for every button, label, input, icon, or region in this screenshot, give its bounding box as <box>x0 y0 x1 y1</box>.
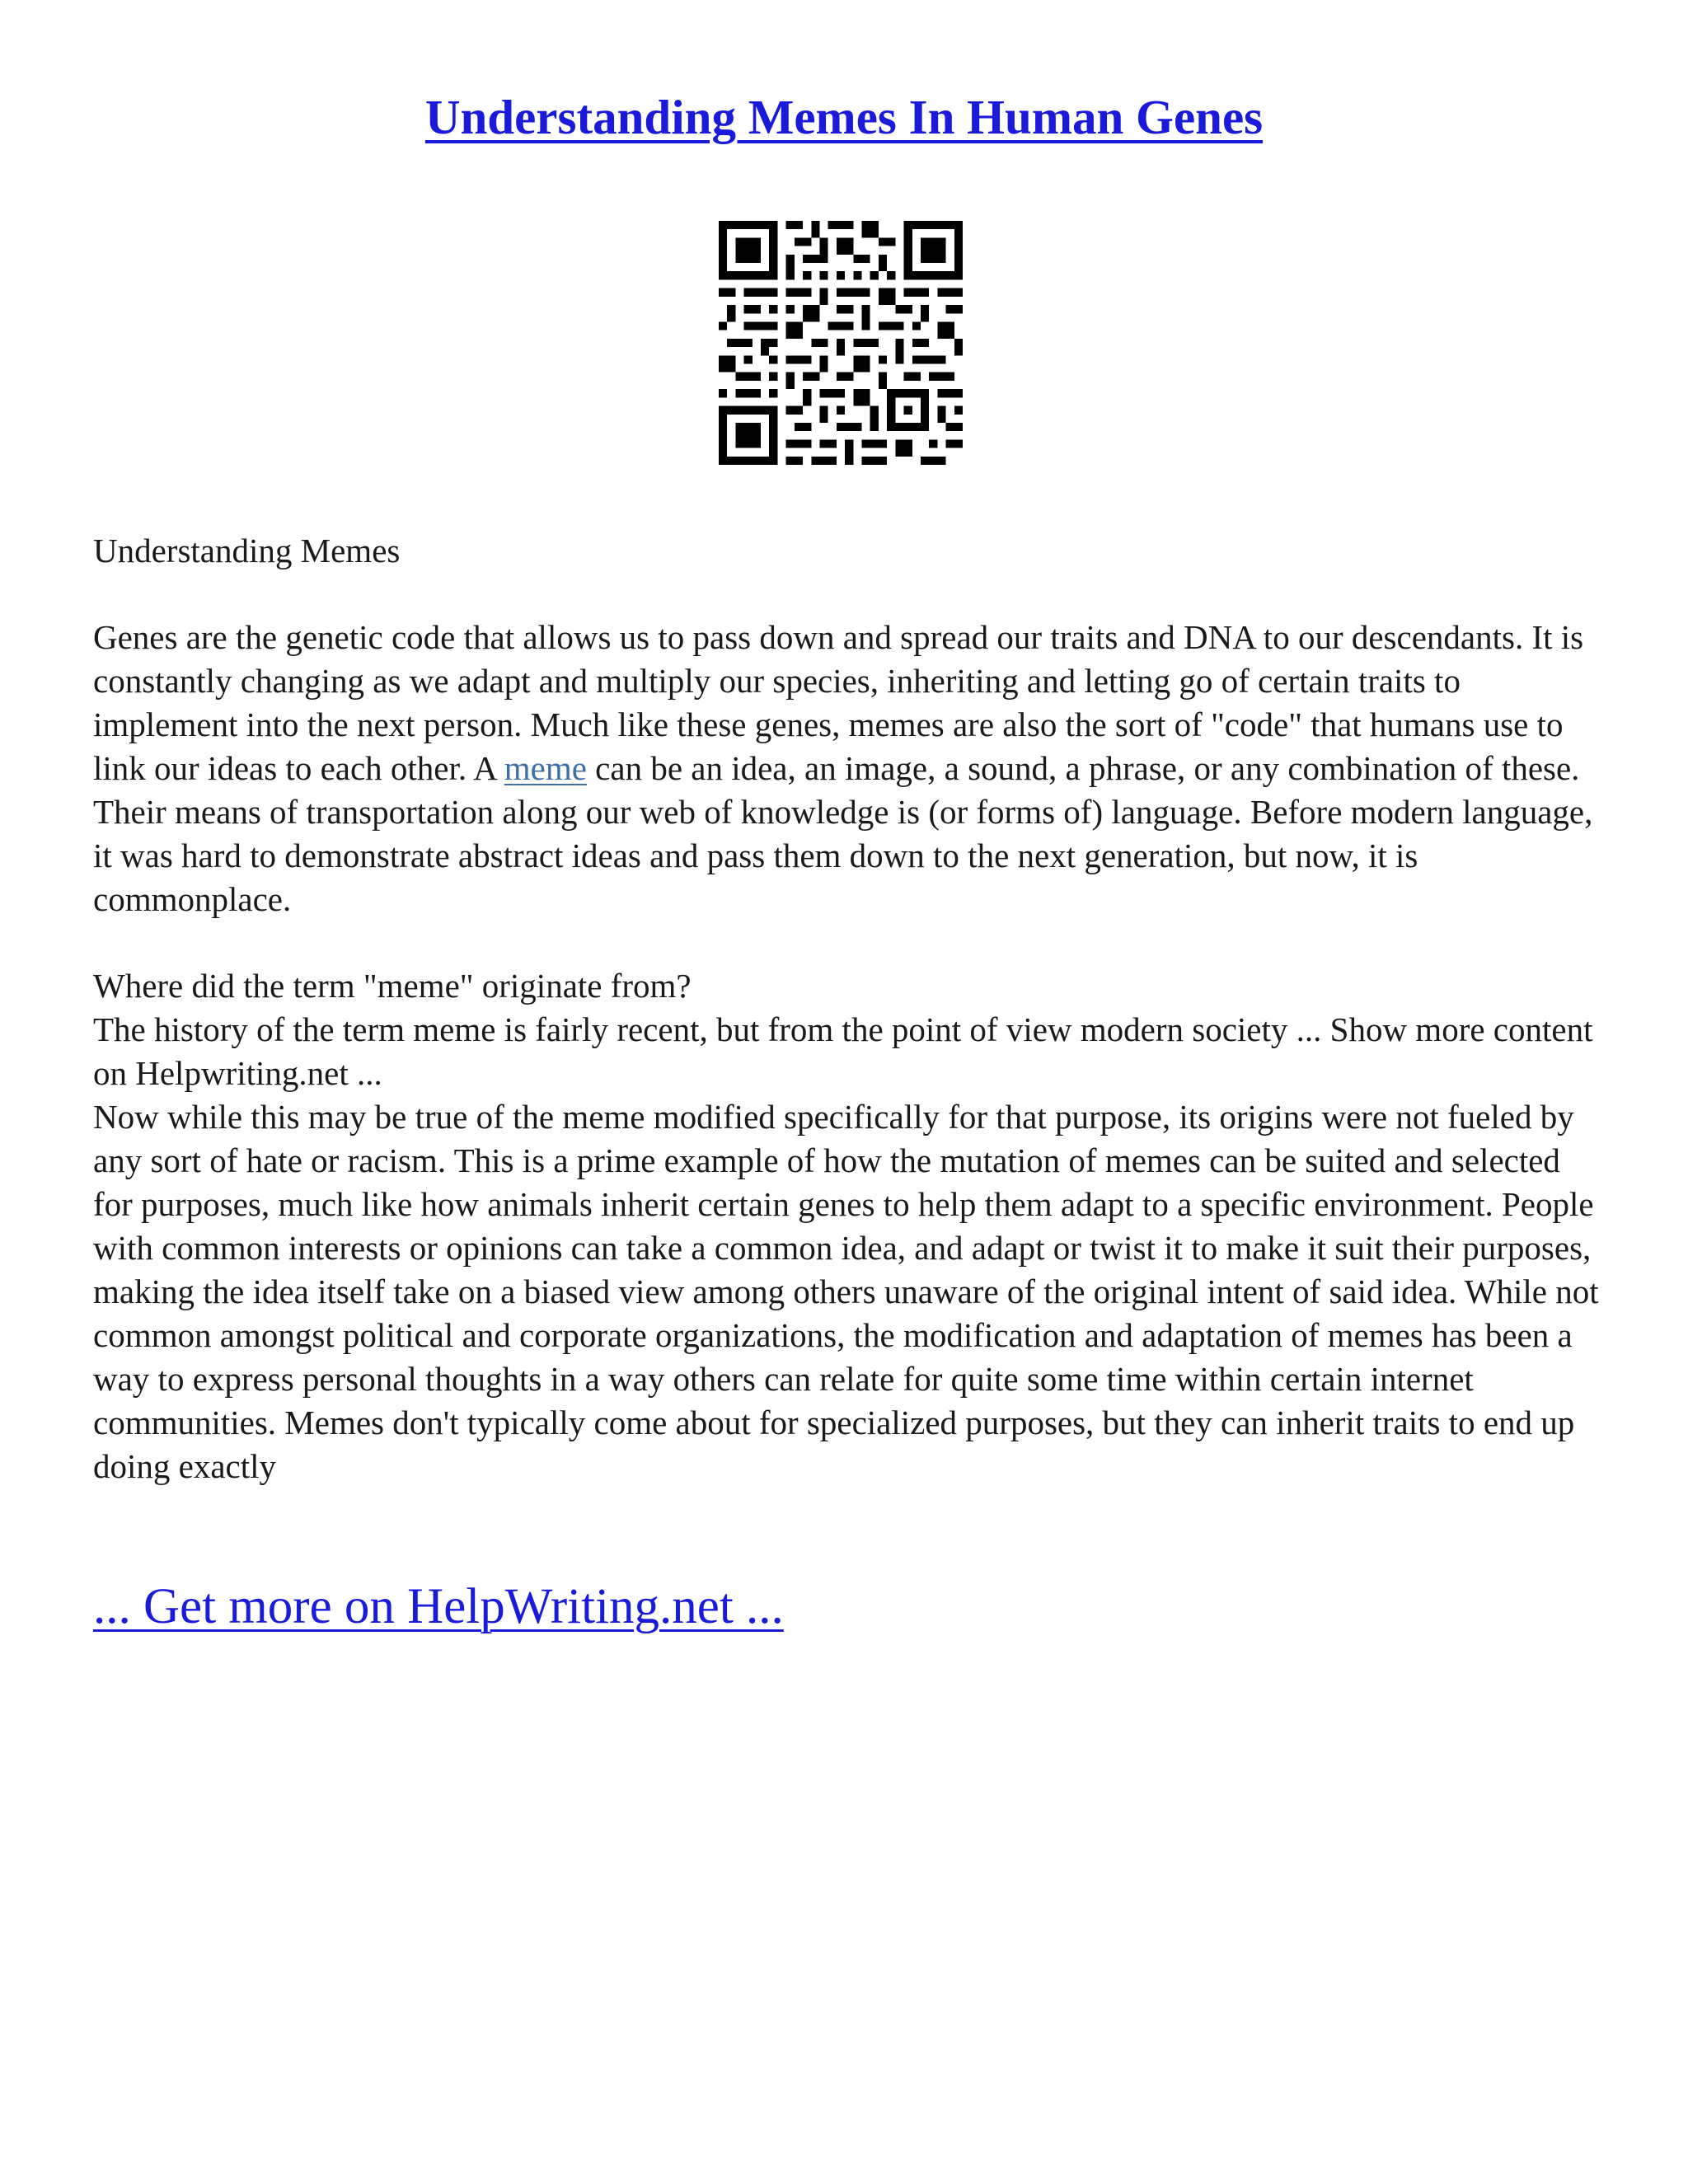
page-title-link[interactable]: Understanding Memes In Human Genes <box>424 90 1264 144</box>
article-paragraph-2: The history of the term meme is fairly recent, but from the point of view modern society ... Show more content on Helpwriting.net ... <box>93 1010 1593 1092</box>
paragraph-gap <box>93 921 1601 964</box>
paragraph-1-text-after: can be an idea, an image, a sound, a phrase, or any combination of these. Their means of transportation along our web of knowledge is (or forms of) language. Before modern language, it was hard to demonstrate abstract ideas and pass them down to the next generation, but now, it is commonplace. <box>93 749 1593 918</box>
article-body <box>93 529 1601 1488</box>
meme-link[interactable]: meme <box>504 749 587 787</box>
article-subheading: Understanding Memes <box>93 532 401 569</box>
article-paragraph-3: Now while this may be true of the meme modified specifically for that purpose, its origins were not fueled by any sort of hate or racism. This is a prime example of how the mutation of memes can be suited and selected for purposes, much like how animals inherit certain genes to help them adapt to a specific environment. People with common interests or opinions can take a common idea, and adapt or twist it to make it suit their purposes, making the idea itself take on a biased view among others unaware of the original intent of said idea. While not common amongst political and corporate organizations, the modification and adaptation of memes has been a way to express personal thoughts in a way others can relate for quite some time within certain internet communities. Memes don't typically come about for specialized purposes, but they can inherit traits to end up doing exactly <box>93 1098 1599 1485</box>
article-paragraph-1 <box>93 616 1601 921</box>
paragraph-gap <box>93 573 1601 616</box>
paragraph-1-text-before: Genes are the genetic code that allows us to pass down and spread our traits and DNA to our descendants. It is constantly changing as we adapt and multiply our species, inheriting and letting go of certain traits to implement into the next person. Much like these genes, memes are also the sort of "code" that humans use to link our ideas to each other. A <box>93 618 1584 787</box>
title-container <box>0 89 1688 146</box>
article-question: Where did the term "meme" originate from? <box>93 967 692 1005</box>
more-link-container <box>93 1578 784 1636</box>
qr-code-icon <box>719 221 963 465</box>
get-more-link[interactable]: ... Get more on HelpWriting.net ... <box>93 1579 784 1634</box>
